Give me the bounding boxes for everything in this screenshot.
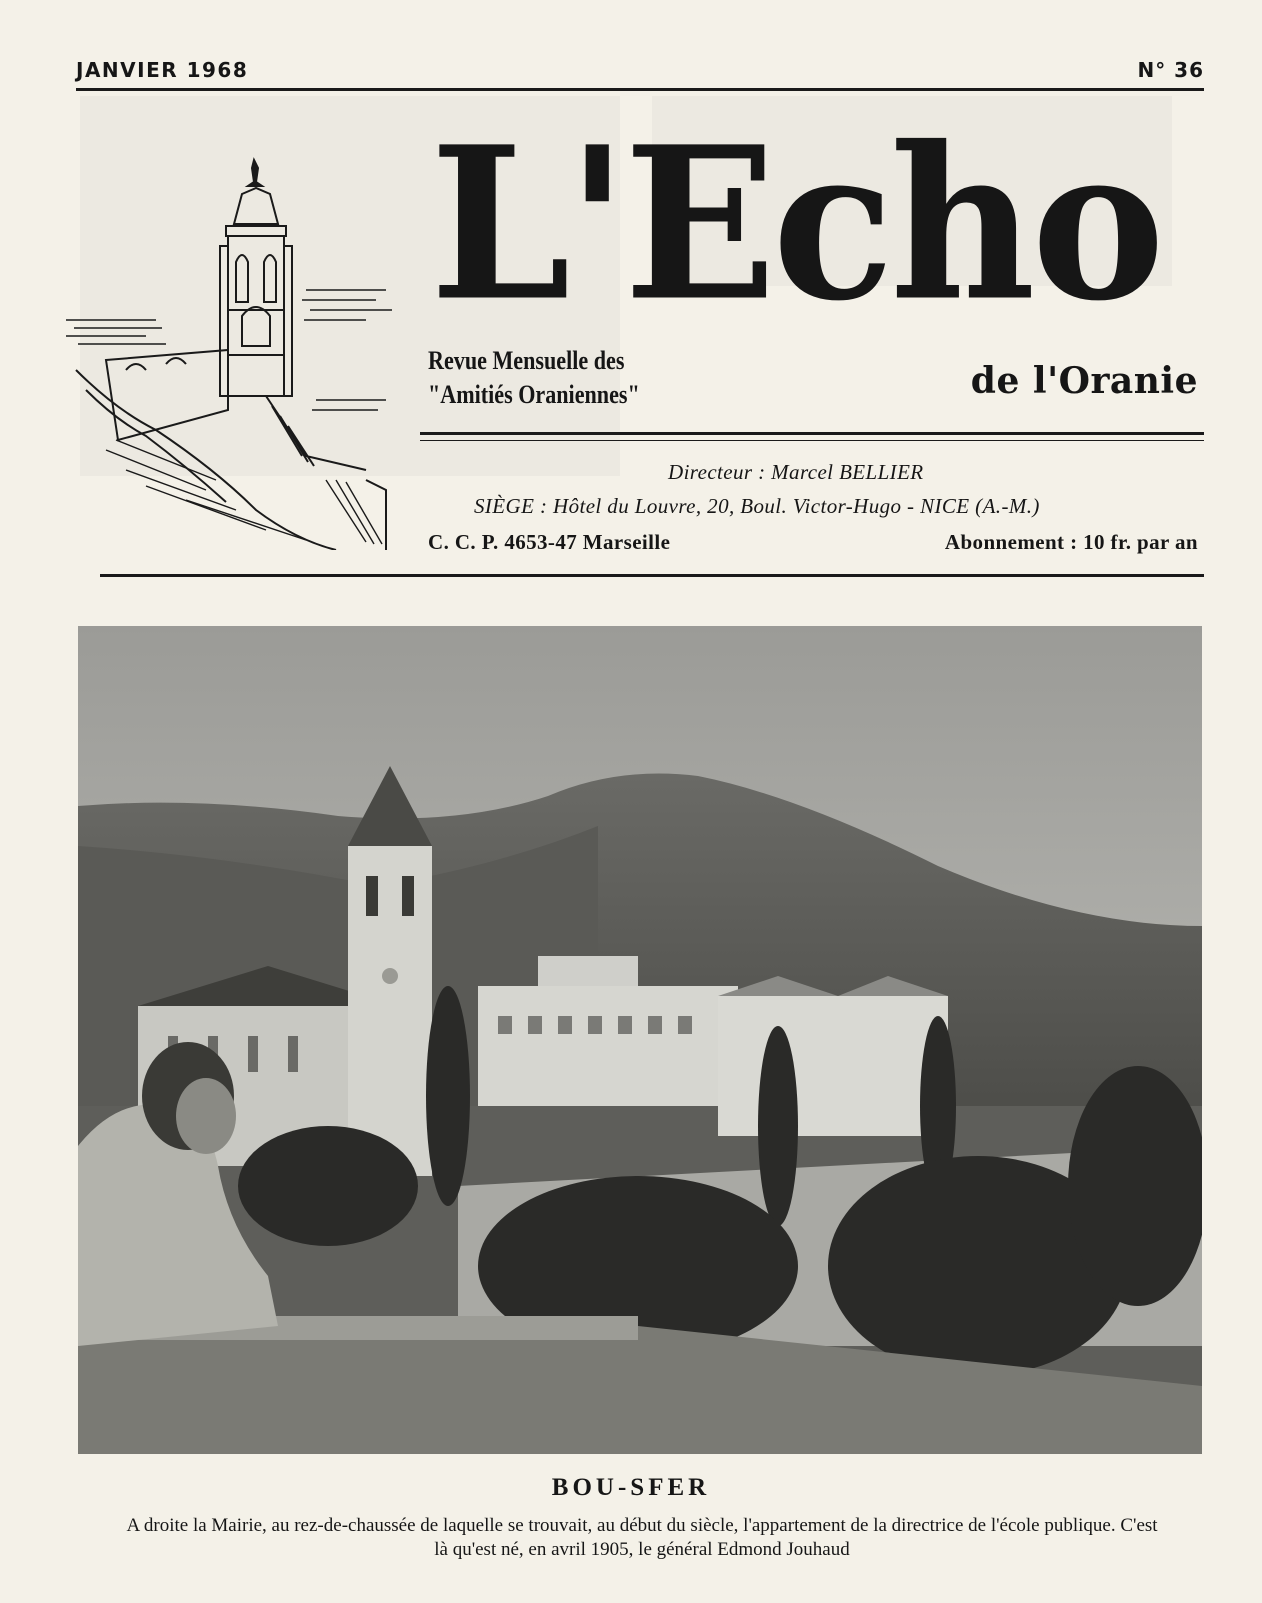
subtitle-line-1: Revue Mensuelle des [428, 346, 625, 375]
church-illustration [66, 150, 396, 550]
subscription-price: Abonnement : 10 fr. par an [944, 530, 1198, 554]
masthead-title: L'Echo [430, 101, 1161, 348]
caption-title: BOU-SFER [551, 1474, 711, 1501]
top-rule [76, 88, 1204, 91]
issue-date: JANVIER 1968 [76, 58, 249, 82]
headquarters-line: SIÈGE : Hôtel du Louvre, 20, Boul. Victor-Hugo - NICE (A.-M.) [474, 494, 1040, 518]
subtitle-line-2: "Amitiés Oraniennes" [428, 380, 640, 409]
director-line: Directeur : Marcel BELLIER [668, 460, 924, 484]
caption-text: A droite la Mairie, au rez-de-chaussée de laquelle se trouvait, au début du siècle, l'appartement de la directrice de l'école publique. C'est là qu'est né, en avril 1905, le général Edmond Jouhaud [126, 1515, 1158, 1560]
postal-account: C. C. P. 4653-47 Marseille [428, 530, 671, 554]
issue-number: N° 36 [1137, 58, 1204, 82]
region-title: de l'Oranie [970, 360, 1198, 402]
header-bottom-rule [100, 574, 1204, 577]
masthead-rule [420, 432, 1204, 435]
town-photograph [78, 626, 1202, 1454]
masthead-rule-thin [420, 440, 1204, 441]
